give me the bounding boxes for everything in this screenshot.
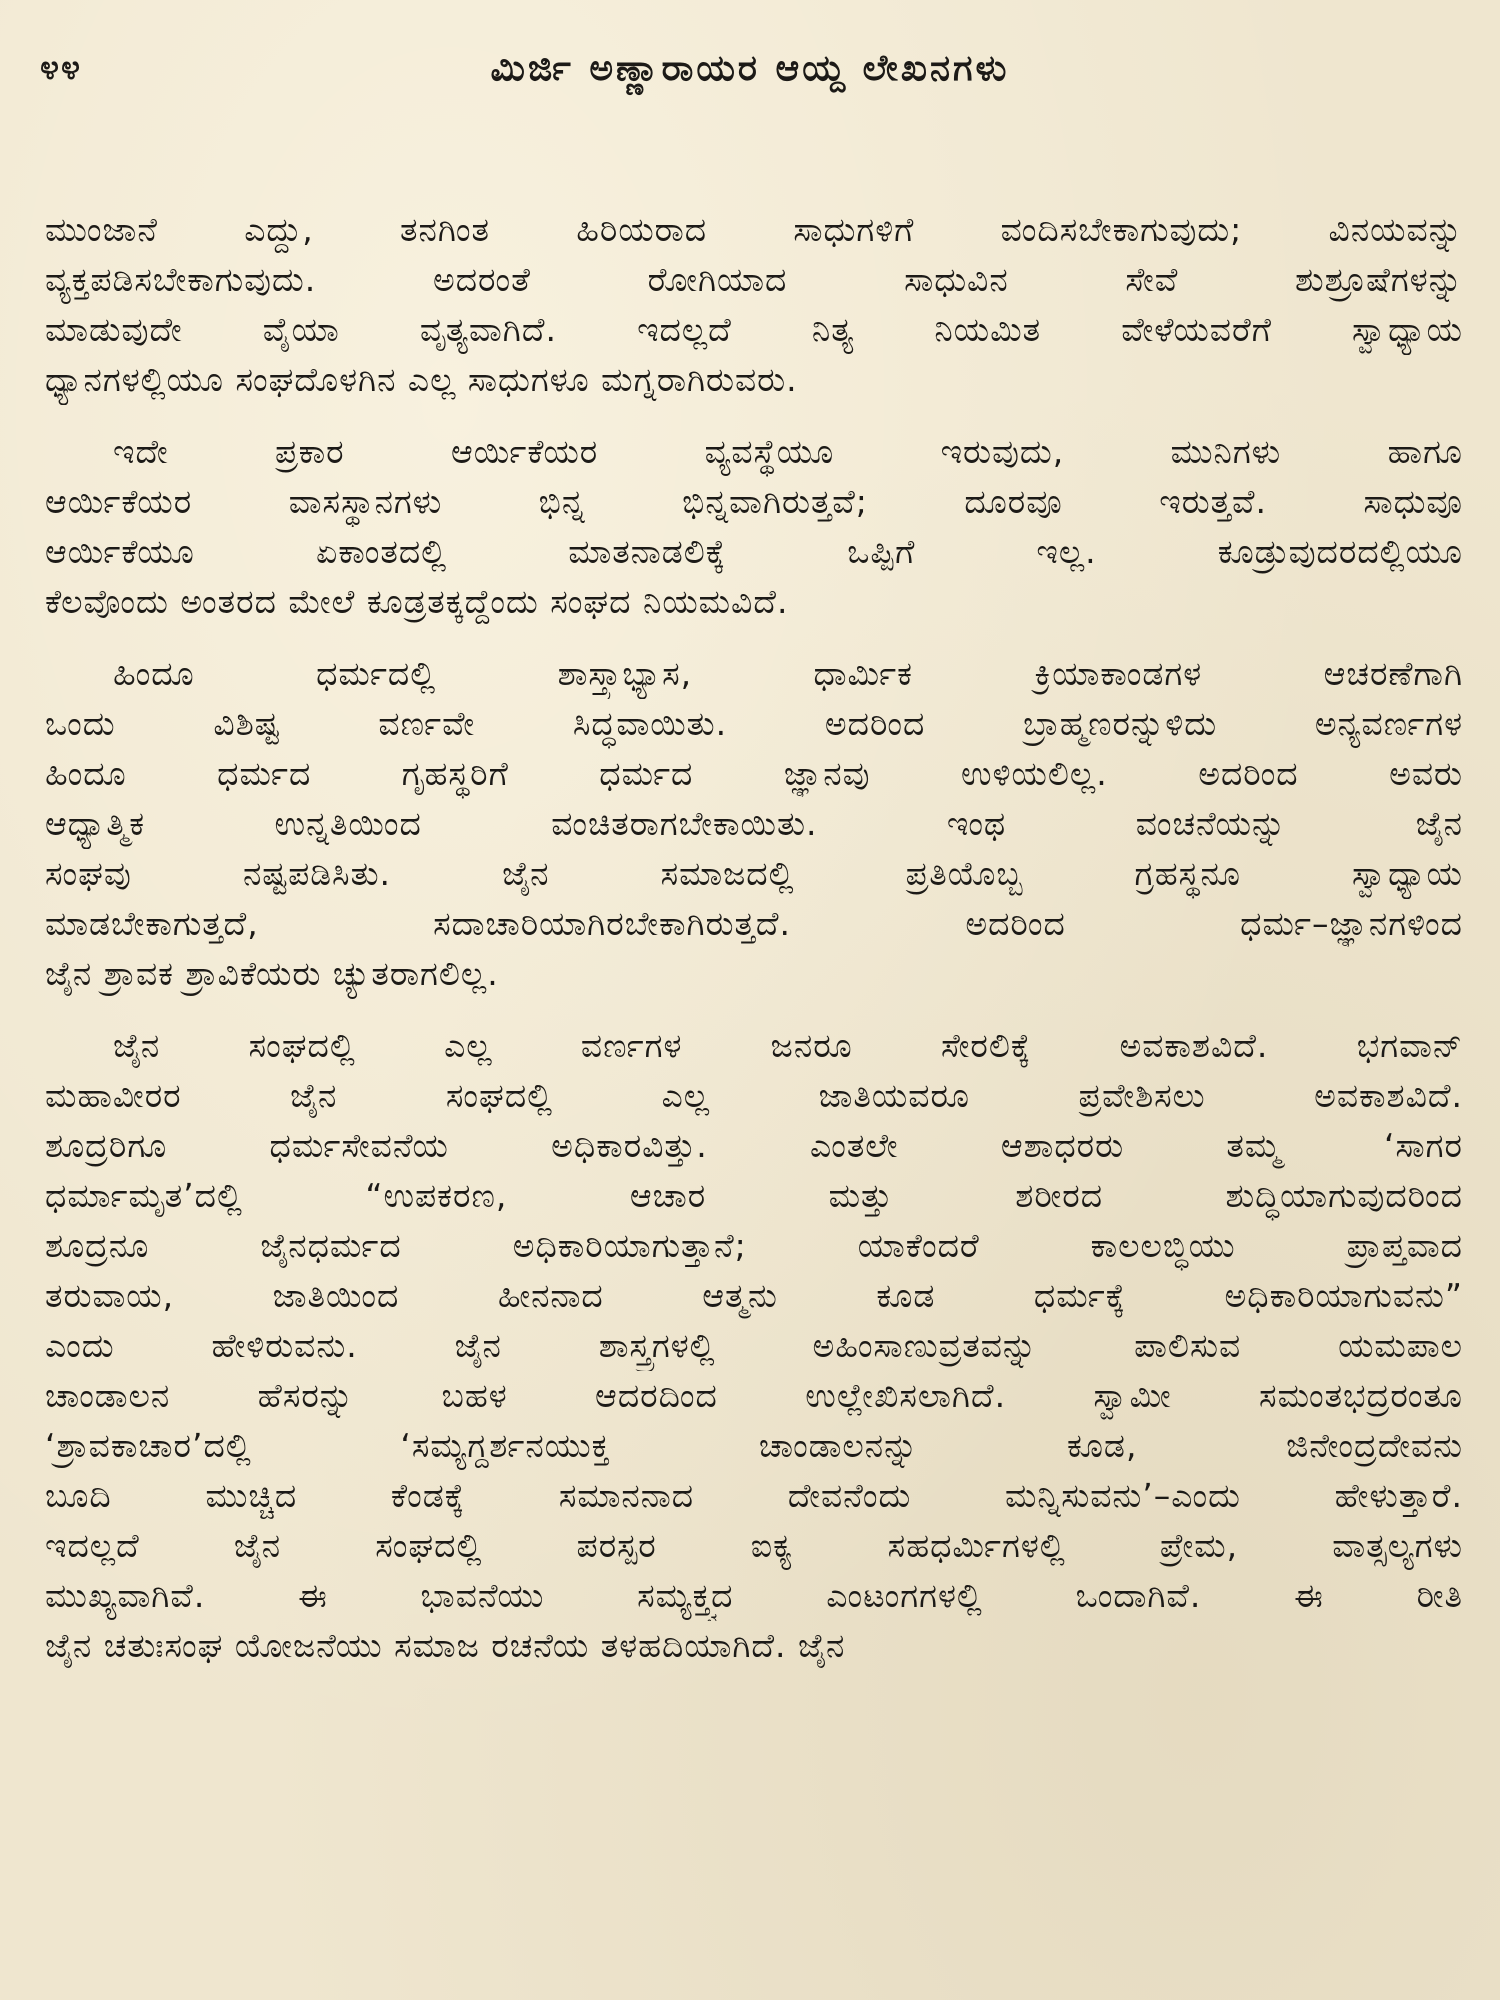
text-line: ಶೂದ್ರರಿಗೂ ಧರ್ಮಸೇವನೆಯ ಅಧಿಕಾರವಿತ್ತು. ಎಂತಲೇ ಆಶಾಧರರು ತಮ್ಮ ‘ಸಾಗರ	[45, 1126, 1463, 1165]
text-line: ಎಂದು ಹೇಳಿರುವನು. ಜೈನ ಶಾಸ್ತ್ರಗಳಲ್ಲಿ ಅಹಿಂಸಾಣುವ್ರತವನ್ನು ಪಾಲಿಸುವ ಯಮಪಾಲ	[45, 1326, 1463, 1365]
text-line: ಮಾಡುವುದೇ ವೈಯಾ ವೃತ್ಯವಾಗಿದೆ. ಇದಲ್ಲದೆ ನಿತ್ಯ ನಿಯಮಿತ ವೇಳೆಯವರೆಗೆ ಸ್ವಾಧ್ಯಾಯ	[45, 310, 1463, 349]
text-line: ತರುವಾಯ, ಜಾತಿಯಿಂದ ಹೀನನಾದ ಆತ್ಮನು ಕೂಡ ಧರ್ಮಕ್ಕೆ ಅಧಿಕಾರಿಯಾಗುವನು”	[45, 1276, 1463, 1315]
text-line: ಜೈನ ಸಂಘದಲ್ಲಿ ಎಲ್ಲ ವರ್ಣಗಳ ಜನರೂ ಸೇರಲಿಕ್ಕೆ ಅವಕಾಶವಿದೆ. ಭಗವಾನ್	[113, 1026, 1463, 1065]
text-line: ಆರ್ಯಿಕೆಯೂ ಏಕಾಂತದಲ್ಲಿ ಮಾತನಾಡಲಿಕ್ಕೆ ಒಪ್ಪಿಗೆ ಇಲ್ಲ. ಕೂಡ್ರುವುದರದಲ್ಲಿಯೂ	[45, 532, 1463, 571]
text-line: ಸಂಘವು ನಷ್ಟಪಡಿಸಿತು. ಜೈನ ಸಮಾಜದಲ್ಲಿ ಪ್ರತಿಯೊಬ್ಬ ಗ್ರಹಸ್ಥನೂ ಸ್ವಾಧ್ಯಾಯ	[45, 854, 1463, 893]
text-line: ಬೂದಿ ಮುಚ್ಚಿದ ಕೆಂಡಕ್ಕೆ ಸಮಾನನಾದ ದೇವನೆಂದು ಮನ್ನಿಸುವನು’–ಎಂದು ಹೇಳುತ್ತಾರೆ.	[45, 1476, 1463, 1515]
text-line: ಆರ್ಯಿಕೆಯರ ವಾಸಸ್ಥಾನಗಳು ಭಿನ್ನ ಭಿನ್ನವಾಗಿರುತ್ತವೆ; ದೂರವೂ ಇರುತ್ತವೆ. ಸಾಧುವೂ	[45, 482, 1463, 521]
text-line: ವ್ಯಕ್ತಪಡಿಸಬೇಕಾಗುವುದು. ಅದರಂತೆ ರೋಗಿಯಾದ ಸಾಧುವಿನ ಸೇವೆ ಶುಶ್ರೂಷೆಗಳನ್ನು	[45, 260, 1463, 299]
text-line: ಮುಖ್ಯವಾಗಿವೆ. ಈ ಭಾವನೆಯು ಸಮ್ಯಕ್ತ್ವದ ಎಂಟಂಗಗಳಲ್ಲಿ ಒಂದಾಗಿವೆ. ಈ ರೀತಿ	[45, 1576, 1463, 1615]
text-line: ಕೆಲವೊಂದು ಅಂತರದ ಮೇಲೆ ಕೂಡ್ರತಕ್ಕದ್ದೆಂದು ಸಂಘದ ನಿಯಮವಿದೆ.	[45, 582, 789, 621]
book-title: ಮಿರ್ಜಿ ಅಣ್ಣಾರಾಯರ ಆಯ್ದ ಲೇಖನಗಳು	[490, 48, 1010, 89]
paragraph	[45, 649, 1463, 999]
text-line: ಶೂದ್ರನೂ ಜೈನಧರ್ಮದ ಅಧಿಕಾರಿಯಾಗುತ್ತಾನೆ; ಯಾಕೆಂದರೆ ಕಾಲಲಬ್ಧಿಯು ಪ್ರಾಪ್ತವಾದ	[45, 1226, 1463, 1265]
text-line: ಧರ್ಮಾಮೃತ’ದಲ್ಲಿ “ಉಪಕರಣ, ಆಚಾರ ಮತ್ತು ಶರೀರದ ಶುದ್ಧಿಯಾಗುವುದರಿಂದ	[45, 1176, 1463, 1215]
text-line: ಇದಲ್ಲದೆ ಜೈನ ಸಂಘದಲ್ಲಿ ಪರಸ್ಪರ ಐಕ್ಯ ಸಹಧರ್ಮಿಗಳಲ್ಲಿ ಪ್ರೇಮ, ವಾತ್ಸಲ್ಯಗಳು	[45, 1526, 1463, 1565]
text-line: ಆಧ್ಯಾತ್ಮಿಕ ಉನ್ನತಿಯಿಂದ ವಂಚಿತರಾಗಬೇಕಾಯಿತು. ಇಂಥ ವಂಚನೆಯನ್ನು ಜೈನ	[45, 804, 1463, 843]
running-head	[40, 48, 1460, 108]
text-line: ಹಿಂದೂ ಧರ್ಮದಲ್ಲಿ ಶಾಸ್ತ್ರಾಭ್ಯಾಸ, ಧಾರ್ಮಿಕ ಕ್ರಿಯಾಕಾಂಡಗಳ ಆಚರಣೆಗಾಗಿ	[113, 654, 1463, 693]
body-text	[45, 205, 1463, 1693]
text-line: ಜೈನ ಚತುಃಸಂಘ ಯೋಜನೆಯು ಸಮಾಜ ರಚನೆಯ ತಳಹದಿಯಾಗಿದೆ. ಜೈನ	[45, 1626, 846, 1665]
text-line: ಮುಂಜಾನೆ ಎದ್ದು, ತನಗಿಂತ ಹಿರಿಯರಾದ ಸಾಧುಗಳಿಗೆ ವಂದಿಸಬೇಕಾಗುವುದು; ವಿನಯವನ್ನು	[45, 210, 1463, 249]
text-line: ಒಂದು ವಿಶಿಷ್ಟ ವರ್ಣವೇ ಸಿದ್ಧವಾಯಿತು. ಅದರಿಂದ ಬ್ರಾಹ್ಮಣರನ್ನುಳಿದು ಅನ್ಯವರ್ಣಗಳ	[45, 704, 1463, 743]
text-line: ಇದೇ ಪ್ರಕಾರ ಆರ್ಯಿಕೆಯರ ವ್ಯವಸ್ಥೆಯೂ ಇರುವುದು, ಮುನಿಗಳು ಹಾಗೂ	[113, 432, 1463, 471]
paragraph	[45, 1021, 1463, 1671]
text-line: ಜೈನ ಶ್ರಾವಕ ಶ್ರಾವಿಕೆಯರು ಚ್ಯುತರಾಗಲಿಲ್ಲ.	[45, 954, 499, 993]
text-line: ಮಾಡಬೇಕಾಗುತ್ತದೆ, ಸದಾಚಾರಿಯಾಗಿರಬೇಕಾಗಿರುತ್ತದೆ. ಅದರಿಂದ ಧರ್ಮ–ಜ್ಞಾನಗಳಿಂದ	[45, 904, 1463, 943]
page-number: ೪೪	[40, 48, 83, 88]
text-line: ‘ಶ್ರಾವಕಾಚಾರ’ದಲ್ಲಿ ‘ಸಮ್ಯಗ್ದರ್ಶನಯುಕ್ತ ಚಾಂಡಾಲನನ್ನು ಕೂಡ, ಜಿನೇಂದ್ರದೇವನು	[45, 1426, 1463, 1465]
text-line: ಧ್ಯಾನಗಳಲ್ಲಿಯೂ ಸಂಘದೊಳಗಿನ ಎಲ್ಲ ಸಾಧುಗಳೂ ಮಗ್ನರಾಗಿರುವರು.	[45, 360, 798, 399]
text-line: ಹಿಂದೂ ಧರ್ಮದ ಗೃಹಸ್ಥರಿಗೆ ಧರ್ಮದ ಜ್ಞಾನವು ಉಳಿಯಲಿಲ್ಲ. ಅದರಿಂದ ಅವರು	[45, 754, 1463, 793]
paragraph	[45, 427, 1463, 627]
text-line: ಚಾಂಡಾಲನ ಹೆಸರನ್ನು ಬಹಳ ಆದರದಿಂದ ಉಲ್ಲೇಖಿಸಲಾಗಿದೆ. ಸ್ವಾಮೀ ಸಮಂತಭದ್ರರಂತೂ	[45, 1376, 1463, 1415]
paragraph	[45, 205, 1463, 405]
text-line: ಮಹಾವೀರರ ಜೈನ ಸಂಘದಲ್ಲಿ ಎಲ್ಲ ಜಾತಿಯವರೂ ಪ್ರವೇಶಿಸಲು ಅವಕಾಶವಿದೆ.	[45, 1076, 1463, 1115]
